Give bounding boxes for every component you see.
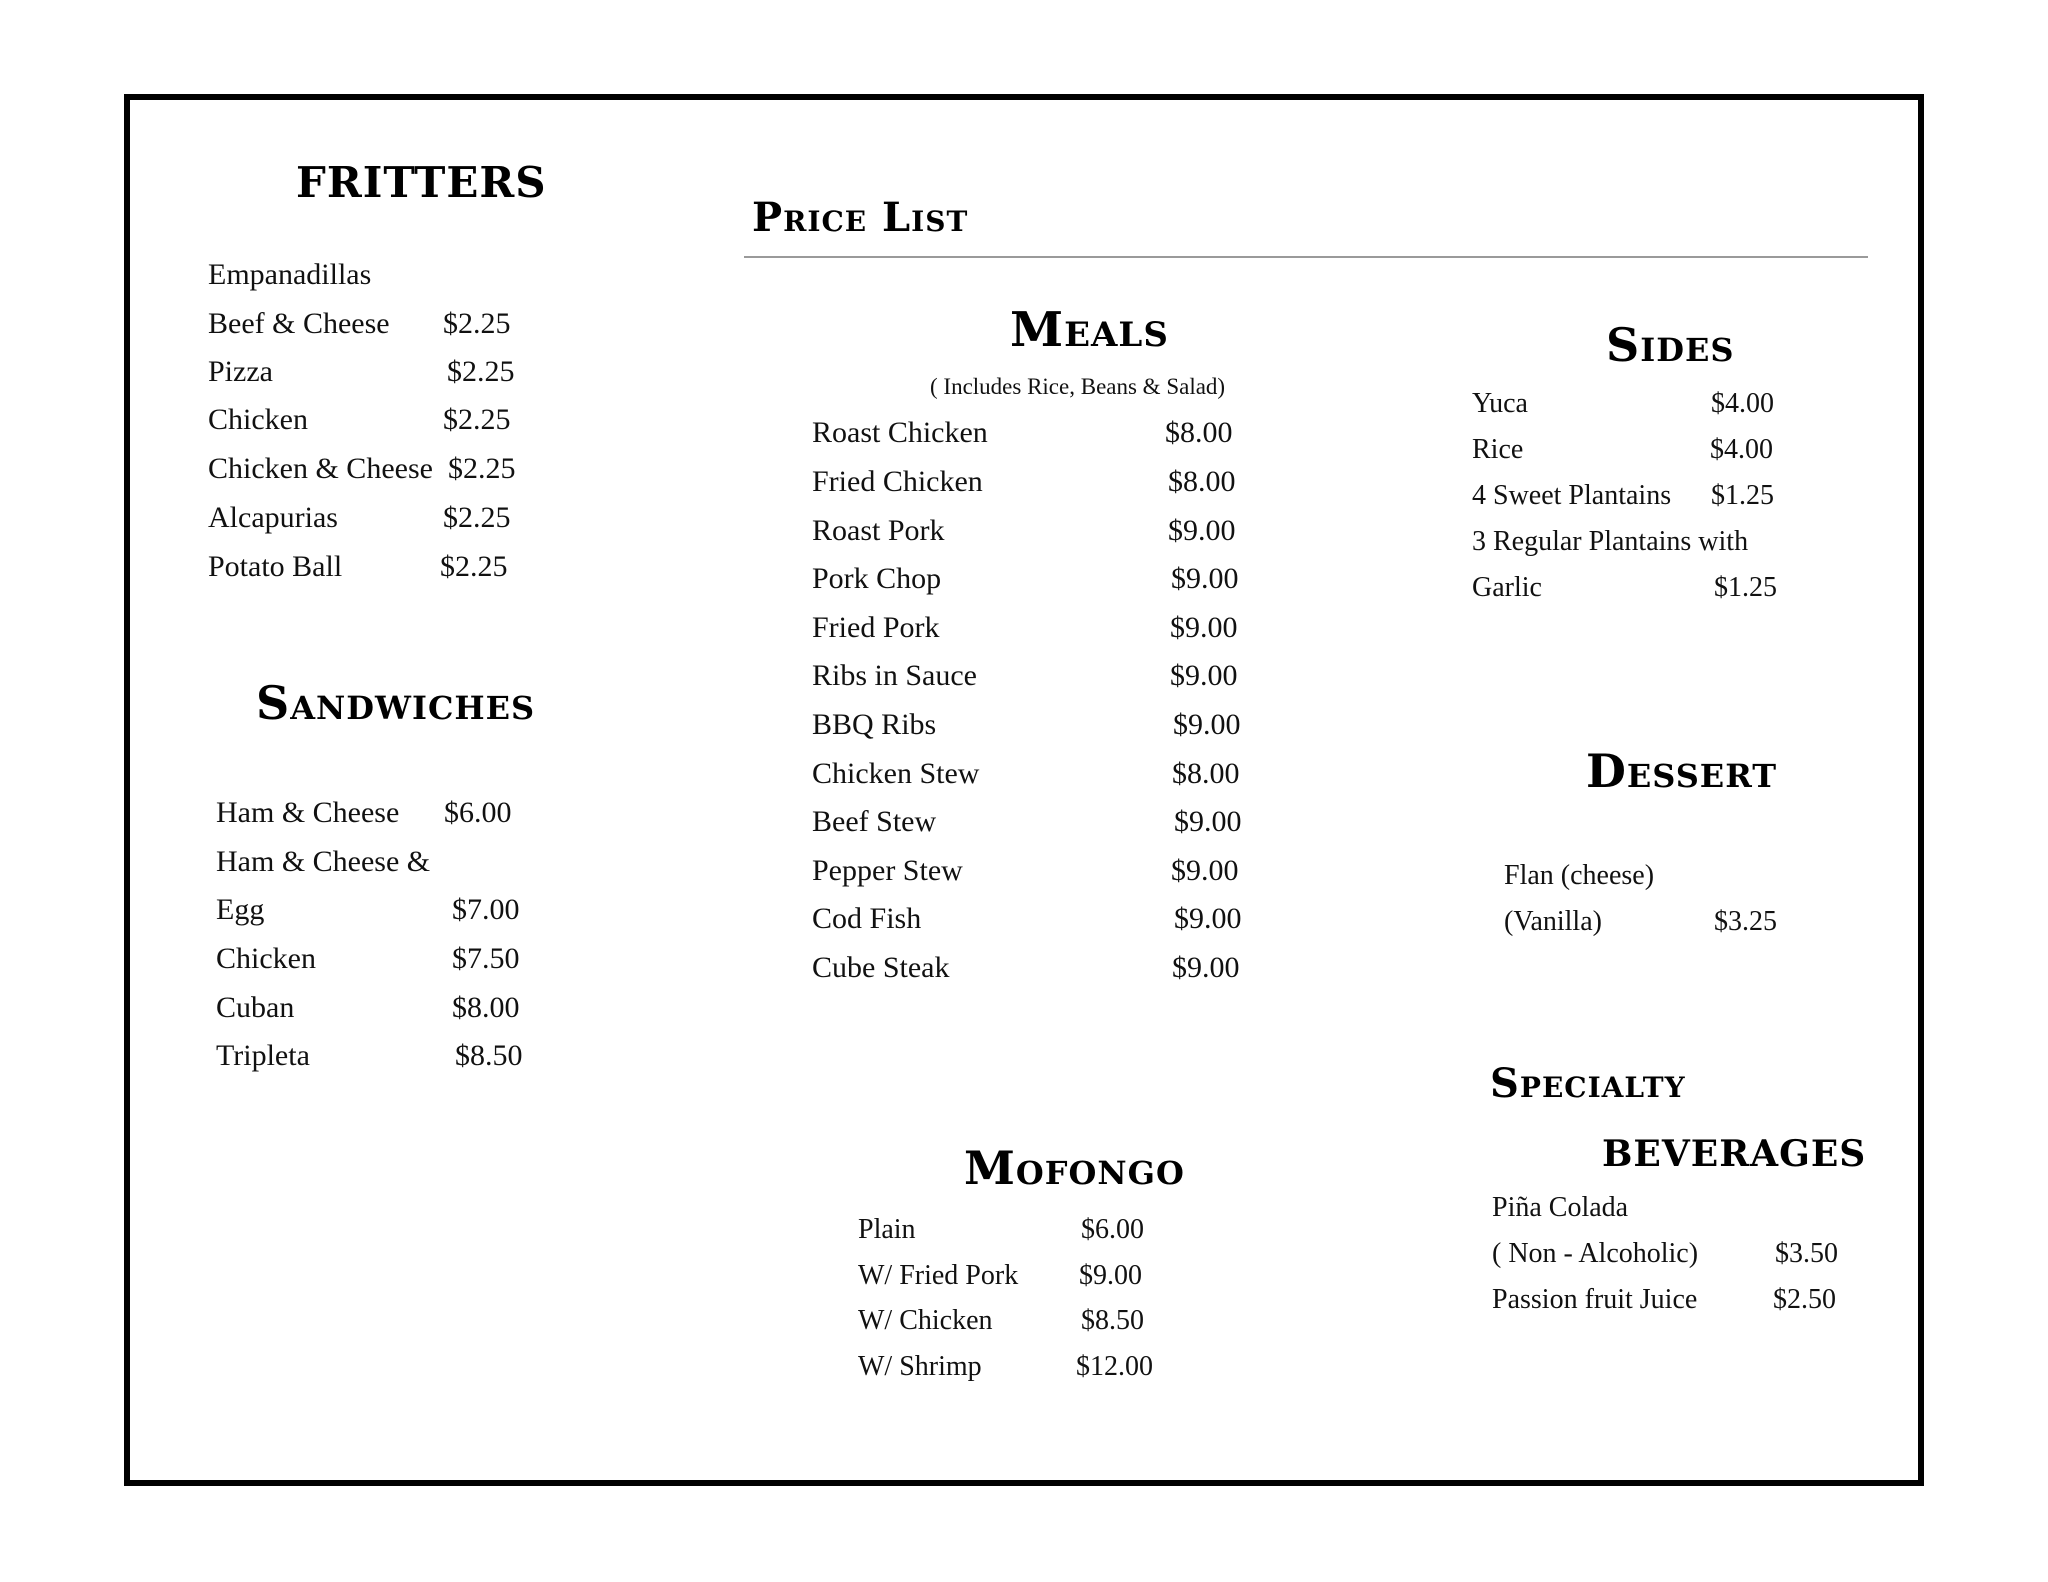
list-item: (Vanilla) (1504, 906, 1602, 937)
list-item: Ham & Cheese & (216, 845, 431, 878)
list-item: Pork Chop (812, 562, 942, 595)
item-price: $9.00 (1174, 902, 1242, 935)
specialty-heading: Specialty (1490, 1060, 1686, 1107)
meals-heading: Meals (1010, 302, 1169, 358)
list-item: Ribs in Sauce (812, 659, 977, 692)
item-price: $2.25 (440, 550, 508, 583)
list-item: Alcapurias (208, 501, 338, 534)
item-price: $9.00 (1170, 611, 1238, 644)
item-price: $8.00 (1165, 416, 1233, 449)
list-item: W/ Shrimp (858, 1351, 982, 1382)
list-item: Rice (1472, 434, 1524, 465)
fritters-heading: FRITTERS (296, 158, 547, 207)
item-price: $7.50 (452, 942, 520, 975)
item-price: $9.00 (1171, 562, 1239, 595)
list-item: ( Non - Alcoholic) (1492, 1238, 1699, 1269)
list-item: Pepper Stew (812, 854, 963, 887)
price-list-title: Price List (752, 194, 969, 241)
dessert-heading: Dessert (1586, 744, 1778, 798)
item-price: $3.25 (1714, 906, 1777, 937)
sides-heading: Sides (1606, 318, 1735, 372)
header-divider (744, 256, 1868, 258)
item-price: $9.00 (1079, 1260, 1142, 1291)
item-price: $2.25 (443, 307, 511, 340)
list-item: Cod Fish (812, 902, 922, 935)
list-item: Flan (cheese) (1504, 860, 1655, 891)
item-price: $6.00 (444, 796, 512, 829)
list-item: Piña Colada (1492, 1192, 1629, 1223)
list-item: Cube Steak (812, 951, 950, 984)
item-price: $2.25 (447, 355, 515, 388)
list-item: Egg (216, 893, 265, 926)
list-item: W/ Fried Pork (858, 1260, 1019, 1291)
item-price: $9.00 (1170, 659, 1238, 692)
item-price: $9.00 (1173, 708, 1241, 741)
list-item: Roast Chicken (812, 416, 988, 449)
item-price: $12.00 (1076, 1351, 1153, 1382)
sandwiches-heading: Sandwiches (256, 676, 536, 730)
list-item: Chicken Stew (812, 757, 980, 790)
list-item: W/ Chicken (858, 1305, 993, 1336)
list-item: Chicken & Cheese (208, 452, 433, 485)
item-price: $3.50 (1775, 1238, 1838, 1269)
list-item: Roast Pork (812, 514, 945, 547)
beverages-heading: BEVERAGES (1602, 1133, 1867, 1175)
mofongo-heading: Mofongo (964, 1141, 1185, 1195)
item-price: $8.00 (1172, 757, 1240, 790)
list-item: 3 Regular Plantains with (1472, 526, 1749, 557)
item-price: $1.25 (1711, 480, 1774, 511)
item-price: $8.00 (1168, 465, 1236, 498)
item-price: $9.00 (1168, 514, 1236, 547)
item-price: $9.00 (1174, 805, 1242, 838)
list-item: Beef & Cheese (208, 307, 390, 340)
list-item: Cuban (216, 991, 295, 1024)
item-price: $2.25 (448, 452, 516, 485)
list-item: Ham & Cheese (216, 796, 400, 829)
list-item: Chicken (208, 403, 308, 436)
list-item: Fried Chicken (812, 465, 983, 498)
item-price: $2.25 (443, 501, 511, 534)
fritters-subheading: Empanadillas (208, 258, 372, 291)
item-price: $8.00 (452, 991, 520, 1024)
list-item: Yuca (1472, 388, 1528, 419)
list-item: Potato Ball (208, 550, 343, 583)
item-price: $7.00 (452, 893, 520, 926)
item-price: $9.00 (1172, 951, 1240, 984)
item-price: $4.00 (1710, 434, 1773, 465)
item-price: $2.50 (1773, 1284, 1836, 1315)
item-price: $2.25 (443, 403, 511, 436)
list-item: BBQ Ribs (812, 708, 937, 741)
list-item: Plain (858, 1214, 916, 1245)
item-price: $8.50 (455, 1039, 523, 1072)
list-item: Passion fruit Juice (1492, 1284, 1698, 1315)
list-item: Chicken (216, 942, 316, 975)
list-item: Garlic (1472, 572, 1542, 603)
list-item: Fried Pork (812, 611, 940, 644)
list-item: Beef Stew (812, 805, 937, 838)
meals-note: ( Includes Rice, Beans & Salad) (930, 374, 1226, 399)
item-price: $4.00 (1711, 388, 1774, 419)
item-price: $6.00 (1081, 1214, 1144, 1245)
item-price: $1.25 (1714, 572, 1777, 603)
item-price: $8.50 (1081, 1305, 1144, 1336)
list-item: 4 Sweet Plantains (1472, 480, 1672, 511)
list-item: Pizza (208, 355, 273, 388)
item-price: $9.00 (1171, 854, 1239, 887)
list-item: Tripleta (216, 1039, 310, 1072)
